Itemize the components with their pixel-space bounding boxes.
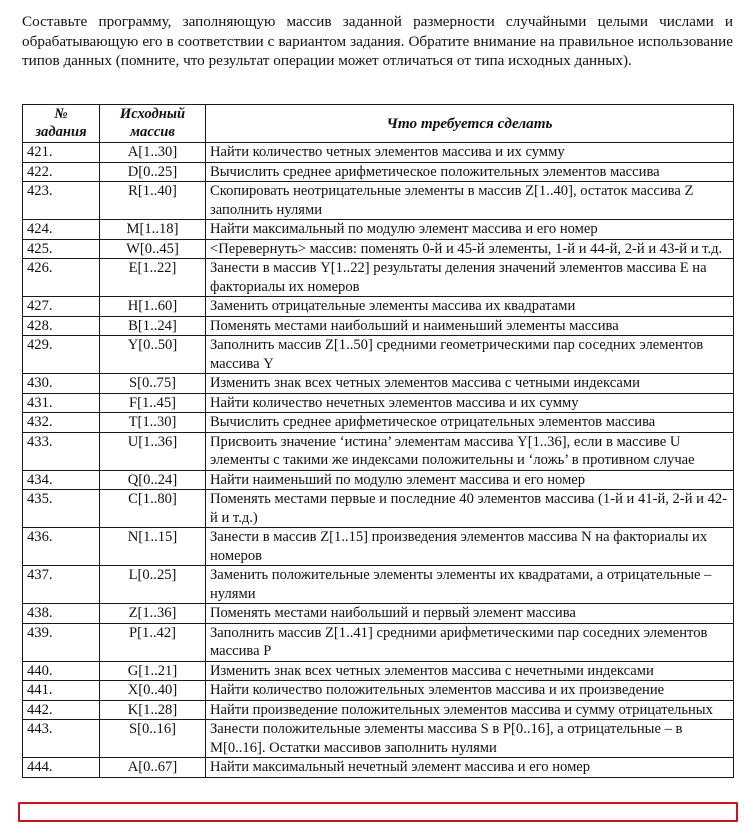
- task-description-cell: Изменить знак всех четных элементов массива с нечетными индексами: [206, 661, 734, 681]
- source-array-cell: T[1..30]: [100, 413, 206, 433]
- task-description-cell: Заполнить массив Z[1..50] средними геометрическими пар соседних элементов массива Y: [206, 336, 734, 374]
- source-array-cell: P[1..42]: [100, 623, 206, 661]
- task-description-cell: Заменить положительные элементы элементы их квадратами, а отрицательные – нулями: [206, 566, 734, 604]
- source-array-cell: C[1..80]: [100, 490, 206, 528]
- task-number-cell: 426.: [23, 259, 100, 297]
- table-row: [23, 259, 734, 297]
- table-row: [23, 143, 734, 163]
- table-row: [23, 681, 734, 701]
- source-array-cell: Q[0..24]: [100, 470, 206, 490]
- task-number-cell: 435.: [23, 490, 100, 528]
- header-task-number-part: задания: [35, 123, 87, 140]
- source-array-cell: U[1..36]: [100, 432, 206, 470]
- table-row: [23, 604, 734, 624]
- source-array-cell: M[1..18]: [100, 220, 206, 240]
- task-description-cell: Заменить отрицательные элементы массива их квадратами: [206, 297, 734, 317]
- table-row: [23, 239, 734, 259]
- task-number-cell: 432.: [23, 413, 100, 433]
- source-array-cell: X[0..40]: [100, 681, 206, 701]
- task-number-cell: 424.: [23, 220, 100, 240]
- task-number-cell: 436.: [23, 528, 100, 566]
- table-row: [23, 182, 734, 220]
- task-description-cell: Поменять местами наибольший и первый элемент массива: [206, 604, 734, 624]
- task-description-cell: Заполнить массив Z[1..41] средними арифметическими пар соседних элементов массива P: [206, 623, 734, 661]
- source-array-cell: Z[1..36]: [100, 604, 206, 624]
- header-source-array-part: Исходный: [119, 106, 186, 122]
- source-array-cell: D[0..25]: [100, 162, 206, 182]
- source-array-cell: A[1..30]: [100, 143, 206, 163]
- task-description-cell: Поменять местами первые и последние 40 элементов массива (1-й и 41-й, 2-й и 42-й и т.д.): [206, 490, 734, 528]
- intro-paragraph: Составьте программу, заполняющую массив заданной размерности случайными целыми числами и обрабатывающую его в соответствии с вариантом задания. Обратите внимание на правильное использование типов данных (помните, что результат операции может отличаться от типа исходных данных).: [22, 13, 733, 69]
- table-row: [23, 374, 734, 394]
- task-description-cell: Найти максимальный по модулю элемент массива и его номер: [206, 220, 734, 240]
- table-row: [23, 528, 734, 566]
- task-number-cell: 427.: [23, 297, 100, 317]
- task-description-cell: Вычислить среднее арифметическое положительных элементов массива: [206, 162, 734, 182]
- table-row: [23, 432, 734, 470]
- header-task-number: [23, 105, 100, 143]
- source-array-cell: W[0..45]: [100, 239, 206, 259]
- task-number-cell: 441.: [23, 681, 100, 701]
- task-description-cell: Занести в массив Y[1..22] результаты деления значений элементов массива E на факториалы их номеров: [206, 259, 734, 297]
- source-array-cell: H[1..60]: [100, 297, 206, 317]
- highlight-box: [18, 802, 738, 822]
- header-task-number-part: №: [54, 106, 68, 122]
- task-number-cell: 443.: [23, 720, 100, 758]
- task-description-cell: Поменять местами наибольший и наименьший элементы массива: [206, 316, 734, 336]
- table-row: [23, 700, 734, 720]
- task-number-cell: 430.: [23, 374, 100, 394]
- source-array-cell: F[1..45]: [100, 393, 206, 413]
- task-description-cell: Занести положительные элементы массива S в P[0..16], а отрицательные – в M[0..16]. Остатки массивов заполнить нулями: [206, 720, 734, 758]
- table-header-row: [23, 105, 734, 143]
- table-row: [23, 297, 734, 317]
- task-number-cell: 428.: [23, 316, 100, 336]
- task-number-cell: 442.: [23, 700, 100, 720]
- table-row: [23, 162, 734, 182]
- source-array-cell: S[0..75]: [100, 374, 206, 394]
- task-number-cell: 425.: [23, 239, 100, 259]
- source-array-cell: R[1..40]: [100, 182, 206, 220]
- table-row: [23, 470, 734, 490]
- source-array-cell: A[0..67]: [100, 758, 206, 778]
- table-row-highlighted: [23, 758, 734, 778]
- task-number-cell: 423.: [23, 182, 100, 220]
- source-array-cell: E[1..22]: [100, 259, 206, 297]
- task-description-cell: Найти наименьший по модулю элемент массива и его номер: [206, 470, 734, 490]
- table-row: [23, 220, 734, 240]
- source-array-cell: K[1..28]: [100, 700, 206, 720]
- source-array-cell: S[0..16]: [100, 720, 206, 758]
- table-row: [23, 661, 734, 681]
- task-number-cell: 422.: [23, 162, 100, 182]
- task-number-cell: 431.: [23, 393, 100, 413]
- task-description-cell: Присвоить значение ‘истина’ элементам массива Y[1..36], если в массиве U элементы с такими же индексами положительны и ‘ложь’ в противном случае: [206, 432, 734, 470]
- task-description-cell: Найти максимальный нечетный элемент массива и его номер: [206, 758, 734, 778]
- task-number-cell: 421.: [23, 143, 100, 163]
- table-row: [23, 336, 734, 374]
- task-description-cell: Найти произведение положительных элементов массива и сумму отрицательных: [206, 700, 734, 720]
- task-description-cell: Изменить знак всех четных элементов массива с четными индексами: [206, 374, 734, 394]
- task-number-cell: 433.: [23, 432, 100, 470]
- table-row: [23, 490, 734, 528]
- header-source-array-part: массив: [130, 123, 175, 140]
- task-description-cell: Найти количество нечетных элементов массива и их сумму: [206, 393, 734, 413]
- source-array-cell: N[1..15]: [100, 528, 206, 566]
- task-number-cell: 438.: [23, 604, 100, 624]
- task-number-cell: 434.: [23, 470, 100, 490]
- table-row: [23, 623, 734, 661]
- table-row: [23, 393, 734, 413]
- source-array-cell: Y[0..50]: [100, 336, 206, 374]
- task-description-cell: Занести в массив Z[1..15] произведения элементов массива N на факториалы их номеров: [206, 528, 734, 566]
- source-array-cell: L[0..25]: [100, 566, 206, 604]
- task-number-cell: 429.: [23, 336, 100, 374]
- tasks-table: [22, 104, 734, 778]
- header-task-description: Что требуется сделать: [206, 105, 734, 143]
- source-array-cell: G[1..21]: [100, 661, 206, 681]
- source-array-cell: B[1..24]: [100, 316, 206, 336]
- table-row: [23, 720, 734, 758]
- task-description-cell: Скопировать неотрицательные элементы в массив Z[1..40], остаток массива Z заполнить нулями: [206, 182, 734, 220]
- task-description-cell: Вычислить среднее арифметическое отрицательных элементов массива: [206, 413, 734, 433]
- task-number-cell: 440.: [23, 661, 100, 681]
- task-number-cell: 439.: [23, 623, 100, 661]
- table-row: [23, 413, 734, 433]
- task-description-cell: Найти количество четных элементов массива и их сумму: [206, 143, 734, 163]
- task-description-cell: Найти количество положительных элементов массива и их произведение: [206, 681, 734, 701]
- task-description-cell: <Перевернуть> массив: поменять 0-й и 45-й элементы, 1-й и 44-й, 2-й и 43-й и т.д.: [206, 239, 734, 259]
- task-number-cell: 437.: [23, 566, 100, 604]
- header-source-array: [100, 105, 206, 143]
- table-row: [23, 316, 734, 336]
- task-number-cell: 444.: [23, 758, 100, 778]
- table-row: [23, 566, 734, 604]
